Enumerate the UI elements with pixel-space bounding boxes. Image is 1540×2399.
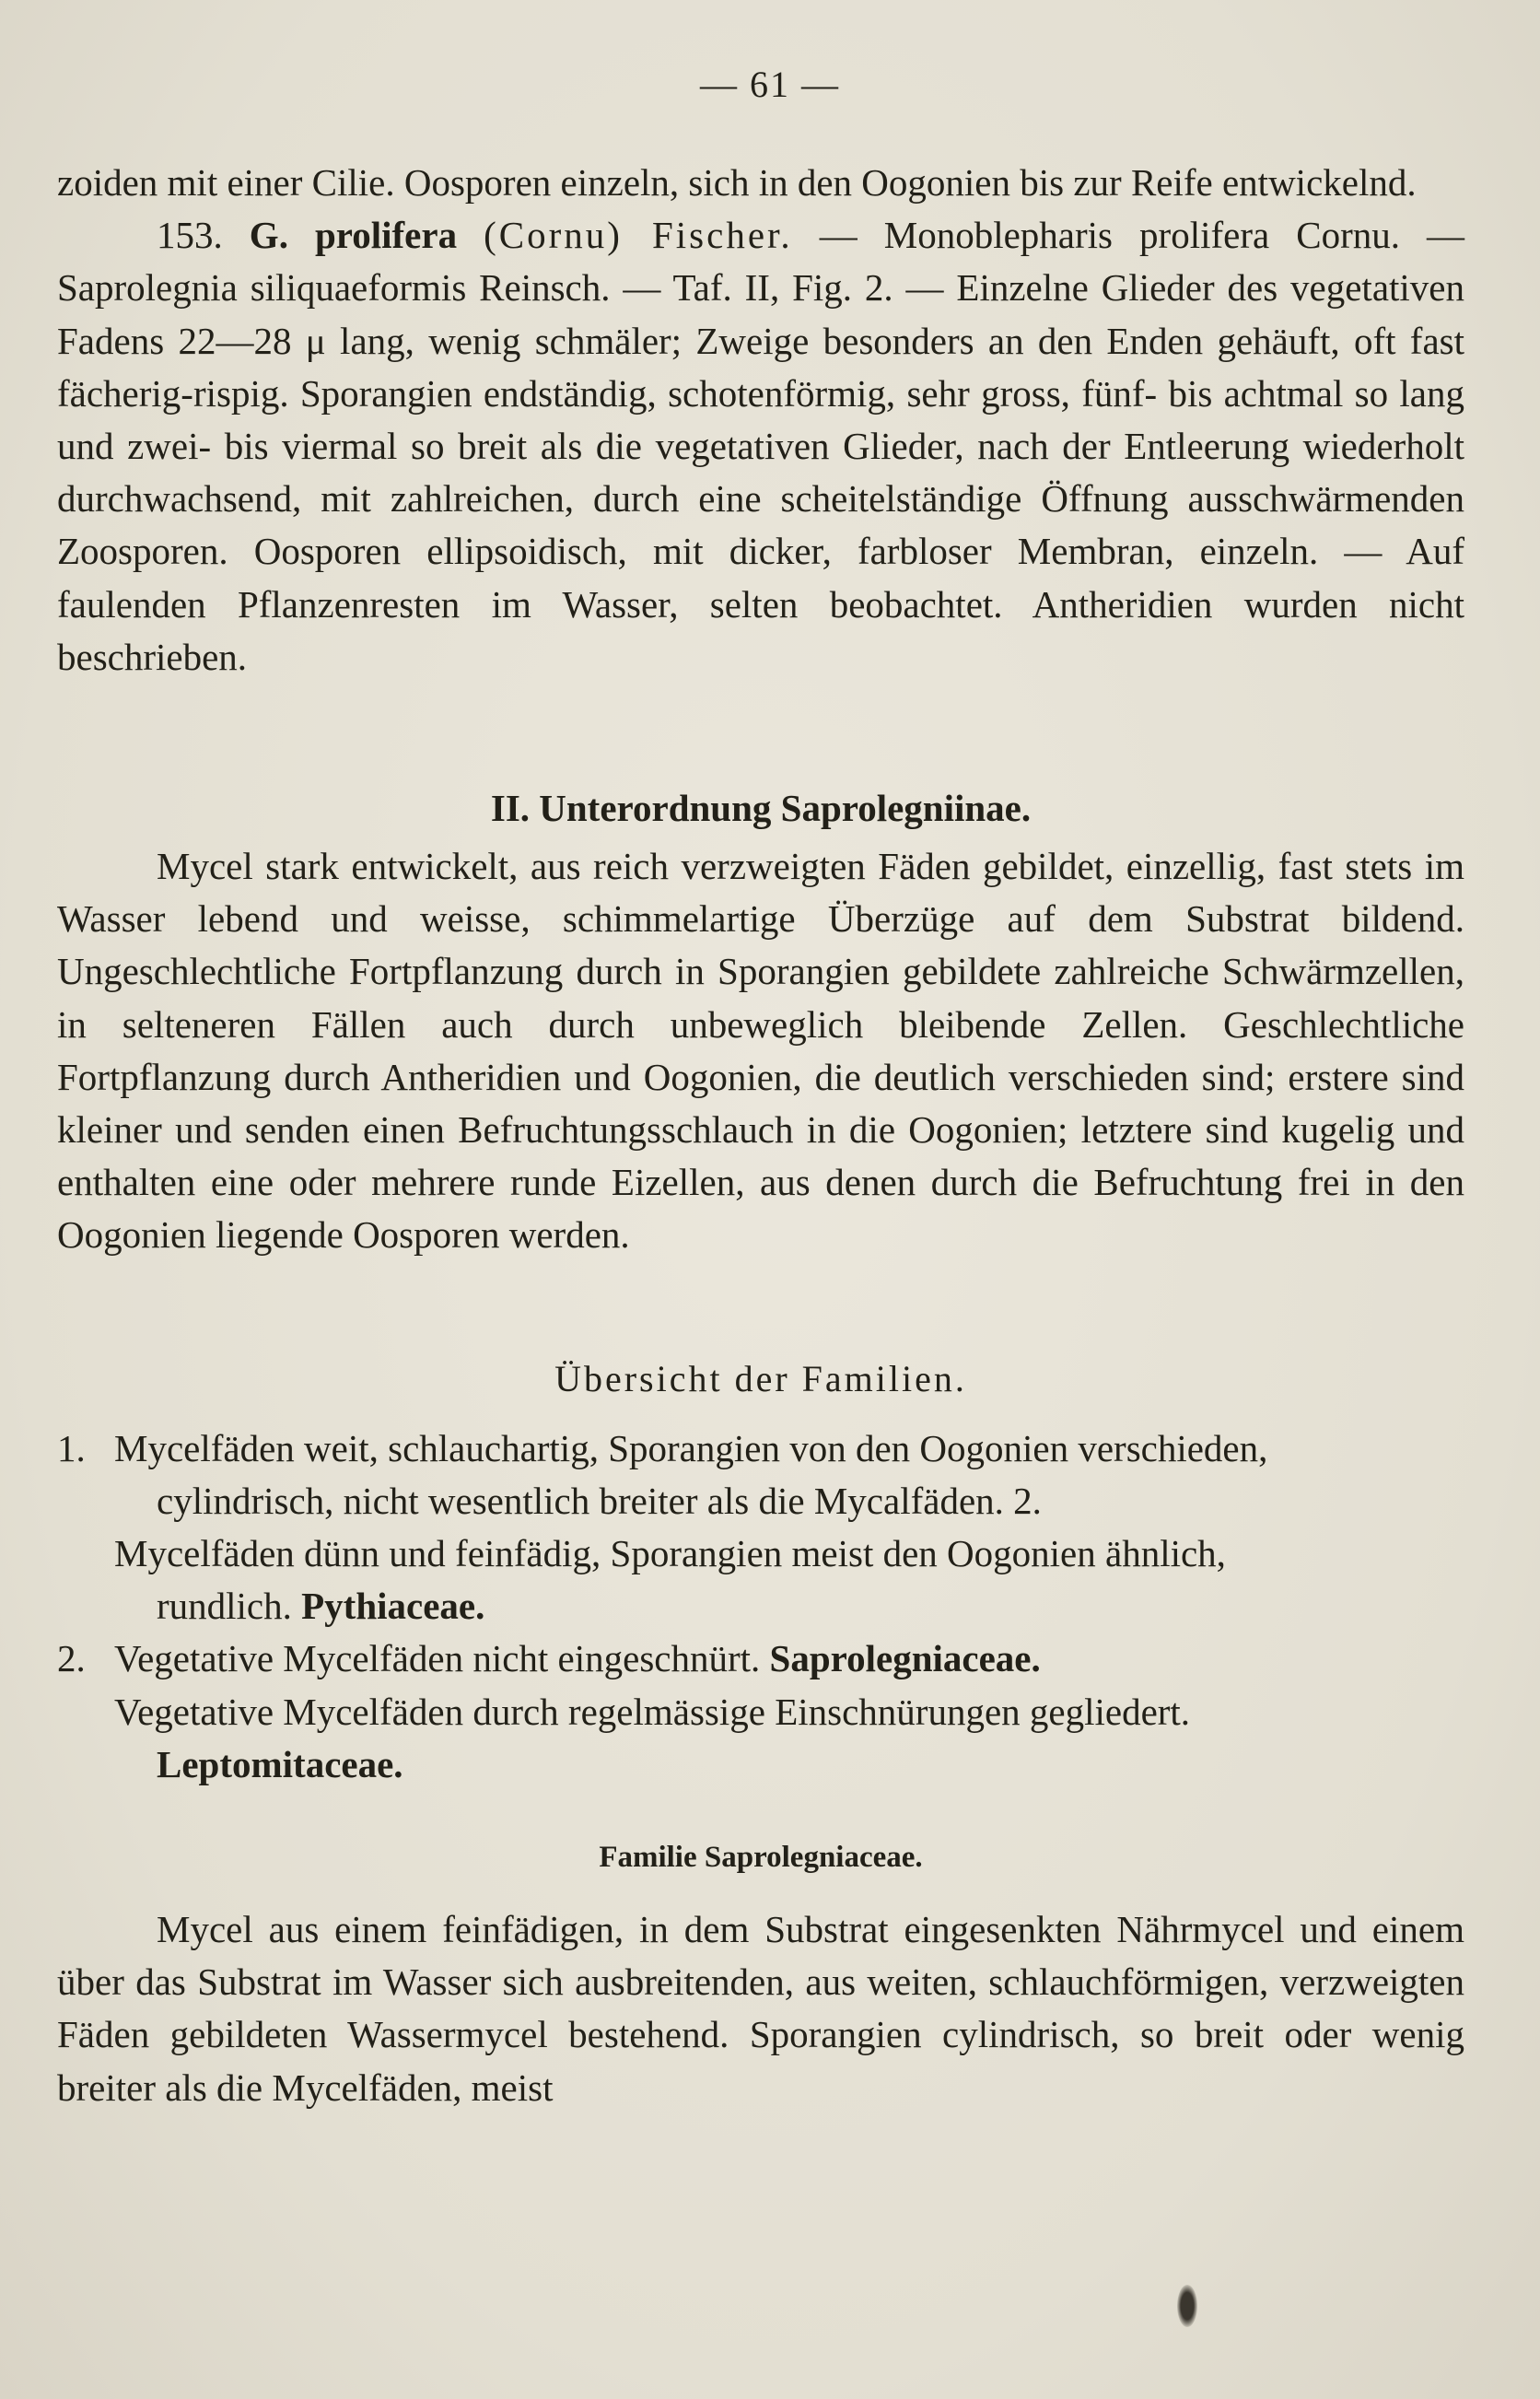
family-key [57, 1422, 1464, 1791]
overview-heading: Übersicht der Familien. [554, 1357, 967, 1399]
intro-paragraph: zoiden mit einer Cilie. Oosporen einzeln, sich in den Oogonien bis zur Reife entwickelnd. [57, 161, 1417, 204]
key-reference: 2. [1013, 1479, 1042, 1522]
key-number: 2. [57, 1637, 86, 1680]
species-authority: (Cornu) Fischer. [484, 214, 793, 257]
key-line-text: Vegetative Mycelfäden nicht eingeschnürt. [114, 1637, 761, 1680]
key-number: 1. [57, 1426, 86, 1469]
key-line: Mycelfäden dünn und feinfädig, Sporangien meist den Oogonien ähnlich, [114, 1532, 1226, 1575]
family-paragraph: Mycel aus einem feinfädigen, in dem Substrat eingesenkten Nährmycel und einem über das Substrat im Wasser sich ausbreitenden, aus weiten, schlauchförmigen, verzweigten Fäden gebildeten Wassermycel bestehend. Sporangien cylindrisch, so breit oder wenig breiter als die Mycelfäden, meist [57, 1908, 1464, 2109]
key-line-text: rundlich. [157, 1585, 292, 1628]
page-content [57, 157, 1464, 2114]
key-line-text: cylindrisch, nicht wesentlich breiter als die Mycalfäden. [157, 1479, 1004, 1522]
ink-spot [1177, 2285, 1197, 2327]
key-entry-1 [57, 1422, 1464, 1633]
key-family-name: Pythiaceae. [301, 1585, 485, 1628]
species-name: G. prolifera [249, 214, 458, 257]
key-line [114, 1475, 1464, 1527]
family-heading: Familie Saprolegniaceae. [599, 1841, 923, 1875]
suborder-heading: II. Unterordnung Saprolegniinae. [490, 787, 1032, 830]
species-number: 153. [157, 214, 223, 257]
key-entry-2 [57, 1632, 1464, 1791]
key-line [114, 1632, 1464, 1685]
species-description: — Monoblepharis prolifera Cornu. — Saprolegnia siliquaeformis Reinsch. — Taf. II, Fig. 2. — Einzelne Glieder des vegetativen Fadens 22—28 μ lang, wenig schmäler; Zweige besonders an den Enden gehäuft, oft fast fächerig-rispig. Sporangien endständig, schotenförmig, sehr gross, fünf- bis achtmal so lang und zwei- bis viermal so breit als die vegetativen Glieder, nach der Entleerung wiederholt durchwachsend, mit zahlreichen, durch eine scheitelständige Öffnung ausschwärmenden Zoosporen. Oosporen ellipsoidisch, mit dicker, farbloser Membran, einzeln. — Auf faulenden Pflanzenresten im Wasser, selten beobachtet. Antheridien wurden nicht beschrieben. [57, 214, 1465, 678]
key-line [114, 1738, 1464, 1791]
species-entry [57, 209, 1464, 684]
key-line: Mycelfäden weit, schlauchartig, Sporangien von den Oogonien verschieden, [114, 1426, 1268, 1469]
key-family-name: Leptomitaceae. [157, 1742, 403, 1785]
key-family-name: Saprolegniaceae. [769, 1637, 1041, 1680]
page-number: — 61 — [700, 64, 840, 105]
key-line [114, 1580, 1464, 1632]
key-line: Vegetative Mycelfäden durch regelmässige Einschnürungen gegliedert. [114, 1690, 1191, 1733]
suborder-paragraph: Mycel stark entwickelt, aus reich verzweigten Fäden gebildet, einzellig, fast stets im Wasser lebend und weisse, schimmelartige Überzüge auf dem Substrat bildend. Ungeschlechtliche Fortpflanzung durch in Sporangien gebildete zahlreiche Schwärmzellen, in selteneren Fällen auch durch unbeweglich bleibende Zellen. Geschlechtliche Fortpflanzung durch Antheridien und Oogonien, die deutlich verschieden sind; erstere sind kleiner und senden einen Befruchtungsschlauch in die Oogonien; letztere sind kugelig und enthalten eine oder mehrere runde Eizellen, aus denen durch die Befruchtung frei in den Oogonien liegende Oosporen werden. [57, 845, 1464, 1257]
